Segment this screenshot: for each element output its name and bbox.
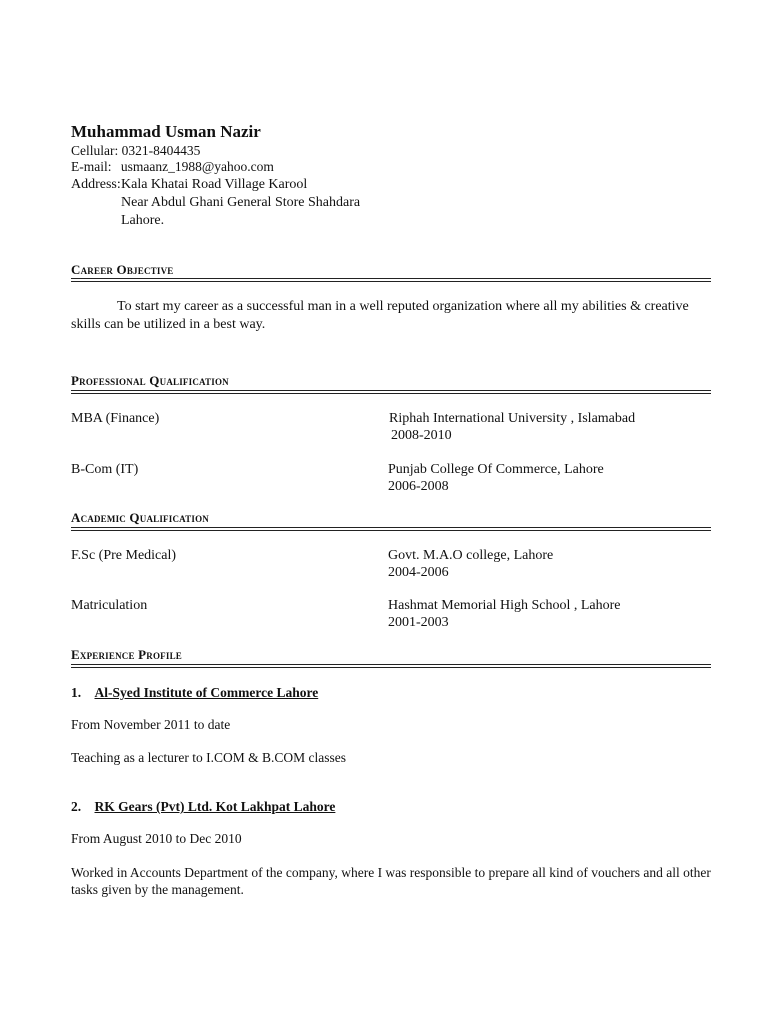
career-objective-heading: Career Objective (71, 262, 174, 277)
qualification-institute: Govt. M.A.O college, Lahore (388, 548, 554, 563)
experience-number: 1. (71, 685, 82, 700)
email-row (71, 158, 274, 175)
qualification-degree: MBA (Finance) (71, 411, 160, 426)
experience-item-title (71, 684, 318, 701)
qualification-institute: Punjab College Of Commerce, Lahore (388, 462, 604, 477)
experience-item-title (71, 798, 349, 815)
professional-qualification-heading: Professional Qualification (71, 373, 229, 388)
qualification-institute: Riphah International University , Islamabad (389, 411, 636, 426)
section-divider (71, 390, 711, 394)
qualification-years: 2004-2006 (388, 565, 449, 580)
section-divider (71, 278, 711, 282)
qualification-years: 2006-2008 (388, 479, 449, 494)
experience-number: 2. (71, 799, 82, 814)
qualification-institute: Hashmat Memorial High School , Lahore (388, 598, 621, 613)
qualification-degree: B-Com (IT) (71, 462, 139, 477)
qualification-years: 2008-2010 (391, 428, 452, 443)
email-value: usmaanz_1988@yahoo.com (120, 159, 274, 174)
experience-description: Teaching as a lecturer to I.COM & B.COM classes (71, 750, 346, 765)
cellular-label: Cellular: (71, 143, 119, 158)
qualification-degree: Matriculation (71, 598, 148, 613)
address-line-3: Lahore. (121, 213, 165, 228)
experience-company: Al-Syed Institute of Commerce Lahore (94, 685, 319, 700)
career-objective-text: To start my career as a successful man in a well reputed organization where all my abilities & creative skills can be utilized in a best way. (71, 299, 689, 332)
section-divider (71, 664, 711, 668)
address-label: Address: (71, 177, 121, 192)
address-line-1: Kala Khatai Road Village Karool (121, 177, 308, 192)
experience-description: Worked in Accounts Department of the company, where I was responsible to prepare all kind of vouchers and all other tasks given by the management. (71, 865, 711, 897)
experience-profile-heading: Experience Profile (71, 647, 182, 662)
experience-period: From November 2011 to date (71, 717, 231, 732)
qualification-years: 2001-2003 (388, 615, 449, 630)
academic-qualification-heading: Academic Qualification (71, 510, 209, 525)
qualification-degree: F.Sc (Pre Medical) (71, 548, 177, 563)
experience-company: RK Gears (Pvt) Ltd. Kot Lakhpat Lahore (94, 799, 336, 814)
applicant-name: Muhammad Usman Nazir (71, 122, 261, 141)
cellular-number: 0321-8404435 (121, 143, 201, 158)
address-line-2: Near Abdul Ghani General Store Shahdara (121, 195, 361, 210)
email-label: E-mail: (71, 159, 112, 174)
cellular-row (71, 142, 200, 159)
experience-period: From August 2010 to Dec 2010 (71, 831, 242, 846)
section-divider (71, 527, 711, 531)
